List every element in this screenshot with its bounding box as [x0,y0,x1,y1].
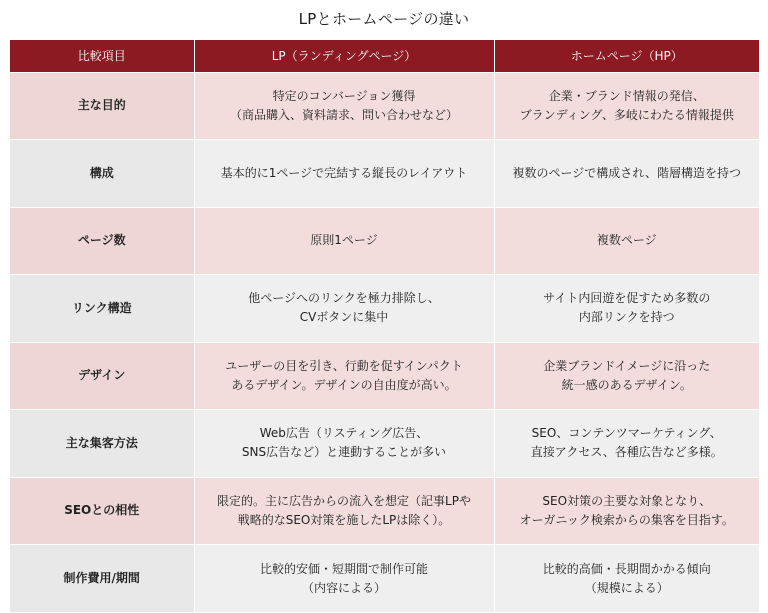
row-label: ページ数 [10,207,194,275]
table-row [10,545,759,613]
row-label: 制作費用/期間 [10,545,194,613]
lp-cell [194,207,494,275]
table-row [10,342,759,410]
cell-line: （規模による） [584,580,669,595]
hp-cell [494,545,759,613]
cell-line: 戦略的なSEO対策を施したLPは除く）。 [237,512,451,527]
hp-cell [494,140,759,208]
page-title: LPとホームページの違い [298,9,470,28]
cell-line: 複数のページで構成され、階層構造を持つ [512,165,741,180]
header-lp: LP（ランディングページ） [194,40,494,72]
cell-line: オーガニック検索からの集客を目指す。 [519,512,734,527]
cell-line: 比較的安価・短期間で制作可能 [259,561,428,576]
comparison-table [10,40,759,612]
table-row [10,140,759,208]
header-item: 比較項目 [10,40,194,72]
cell-line: ブランディング、多岐にわたる情報提供 [519,107,734,122]
cell-line: 限定的。主に広告からの流入を想定（記事LPや [217,493,471,508]
cell-line: 基本的に1ページで完結する縦長のレイアウト [220,165,468,180]
cell-line: 比較的高価・長期間かかる傾向 [542,561,711,576]
lp-cell [194,140,494,208]
table-row [10,275,759,343]
hp-cell [494,477,759,545]
lp-cell [194,275,494,343]
cell-line: 特定のコンバージョン獲得 [272,88,416,103]
row-label: デザイン [10,342,194,410]
row-label: 主な目的 [10,72,194,140]
cell-line: 企業ブランドイメージに沿った [543,358,711,373]
cell-line: 複数ページ [596,233,657,248]
table-header [10,40,759,72]
hp-cell [494,72,759,140]
cell-line: 企業・ブランド情報の発信、 [548,88,705,103]
table-row [10,477,759,545]
cell-line: SNS広告など）と連動することが多い [241,445,447,460]
row-label: リンク構造 [10,275,194,343]
cell-line: サイト内回遊を促すため多数の [543,291,711,306]
lp-cell [194,342,494,410]
cell-line: 内部リンクを持つ [578,310,675,325]
hp-cell [494,275,759,343]
hp-cell [494,410,759,478]
table-row [10,72,759,140]
cell-line: （商品購入、資料請求、問い合わせなど） [229,107,458,122]
row-label: 構成 [10,140,194,208]
row-label: 主な集客方法 [10,410,194,478]
cell-line: SEO対策の主要な対象となり、 [542,493,712,508]
cell-line: SEO、コンテンツマーケティング、 [531,426,722,441]
cell-line: 直接アクセス、各種広告など多様。 [530,445,723,460]
lp-cell [194,72,494,140]
lp-cell [194,545,494,613]
hp-cell [494,342,759,410]
cell-line: ユーザーの目を引き、行動を促すインパクト [225,358,463,373]
cell-line: （内容による） [301,580,386,595]
row-label: SEOとの相性 [10,477,194,545]
cell-line: CVボタンに集中 [299,310,389,325]
header-hp: ホームページ（HP） [494,40,759,72]
cell-line: 原則1ページ [310,233,378,248]
hp-cell [494,207,759,275]
lp-cell [194,477,494,545]
lp-cell [194,410,494,478]
table-row [10,410,759,478]
cell-line: 統一感のあるデザイン。 [561,377,692,392]
cell-line: あるデザイン。デザインの自由度が高い。 [231,377,457,392]
cell-line: Web広告（リスティング広告、 [259,426,429,441]
table-row [10,207,759,275]
cell-line: 他ページへのリンクを極力排除し、 [248,291,440,306]
table-body [10,72,759,612]
header-row [10,40,759,72]
